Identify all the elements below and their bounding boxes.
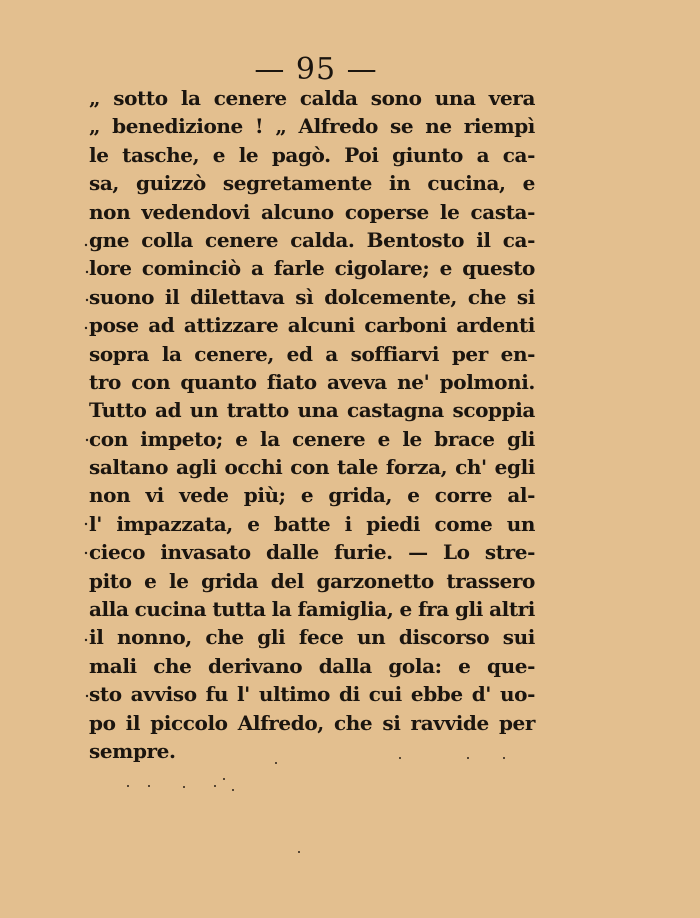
text-line: non vi vede più; e grida, e corre al-	[89, 483, 535, 508]
text-line: „ sotto la cenere calda sono una vera	[89, 86, 535, 110]
text-line: le tasche, e le pagò. Poi giunto a ca-	[89, 142, 535, 167]
text-line: po il piccolo Alfredo, che si ravvide per	[89, 710, 535, 735]
text-line: con impeto; e la cenere e le brace gli	[89, 426, 535, 451]
text-line: suono il dilettava sì dolcemente, che si	[89, 284, 535, 309]
text-line: lore cominciò a farle cigolare; e questo	[89, 256, 535, 281]
text-line: cieco invasato dalle furie. — Lo stre-	[89, 540, 535, 565]
text-line: saltano agli occhi con tale forza, ch' egli	[89, 455, 535, 480]
text-line: pito e le grida del garzonetto trassero	[89, 568, 535, 593]
text-line: sempre.	[89, 738, 176, 763]
text-line: non vedendovi alcuno coperse le casta-	[89, 199, 535, 224]
text-line: sto avviso fu l' ultimo di cui ebbe d' uo-	[89, 682, 535, 707]
text-line: tro con quanto fiato aveva ne' polmoni.	[89, 369, 535, 394]
text-line: il nonno, che gli fece un discorso sui	[89, 625, 535, 650]
page-number: — 95 —	[254, 52, 378, 87]
text-line: „ benedizione ! „ Alfredo se ne riempì	[89, 114, 535, 139]
text-line: gne colla cenere calda. Bentosto il ca-	[89, 227, 535, 252]
text-line: sa, guizzò segretamente in cucina, e	[89, 171, 535, 196]
text-line: pose ad attizzare alcuni carboni ardenti	[89, 313, 535, 338]
text-line: alla cucina tutta la famiglia, e fra gli altri	[89, 597, 535, 622]
text-line: sopra la cenere, ed a soffiarvi per en-	[89, 341, 535, 366]
text-line: Tutto ad un tratto una castagna scoppia	[89, 398, 535, 423]
text-line: mali che derivano dalla gola: e que-	[89, 653, 535, 678]
text-line: l' impazzata, e batte i piedi come un	[89, 511, 535, 536]
